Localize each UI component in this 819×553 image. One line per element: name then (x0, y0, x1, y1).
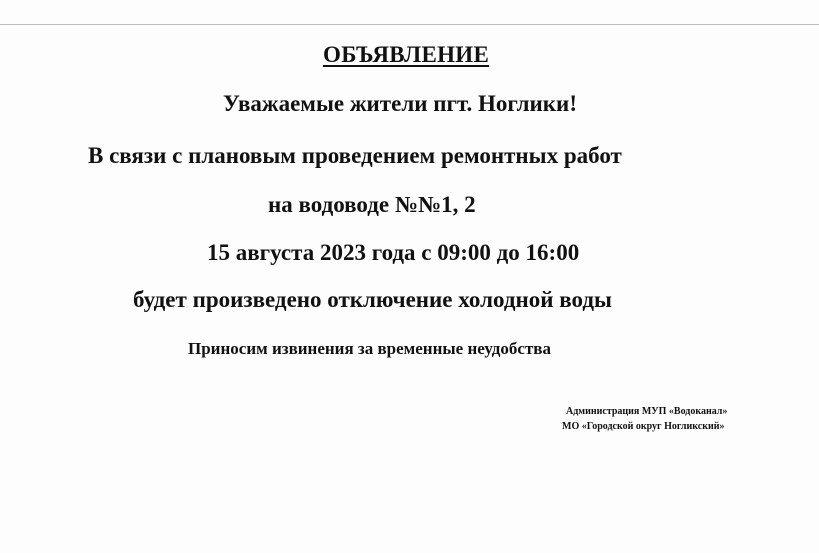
signature-line: МО «Городской округ Ногликский» (562, 421, 725, 432)
body-line: на водоводе №№1, 2 (268, 192, 476, 217)
top-divider (0, 24, 819, 25)
body-line: будет произведено отключение холодной воды (133, 287, 612, 312)
signature-line: Администрация МУП «Водоканал» (566, 406, 728, 417)
notice-title: ОБЪЯВЛЕНИЕ (323, 42, 490, 67)
apology-text: Приносим извинения за временные неудобства (188, 339, 551, 358)
body-line-date: 15 августа 2023 года с 09:00 до 16:00 (207, 240, 580, 265)
greeting: Уважаемые жители пгт. Ноглики! (223, 91, 577, 116)
body-line: В связи с плановым проведением ремонтных работ (88, 143, 622, 168)
